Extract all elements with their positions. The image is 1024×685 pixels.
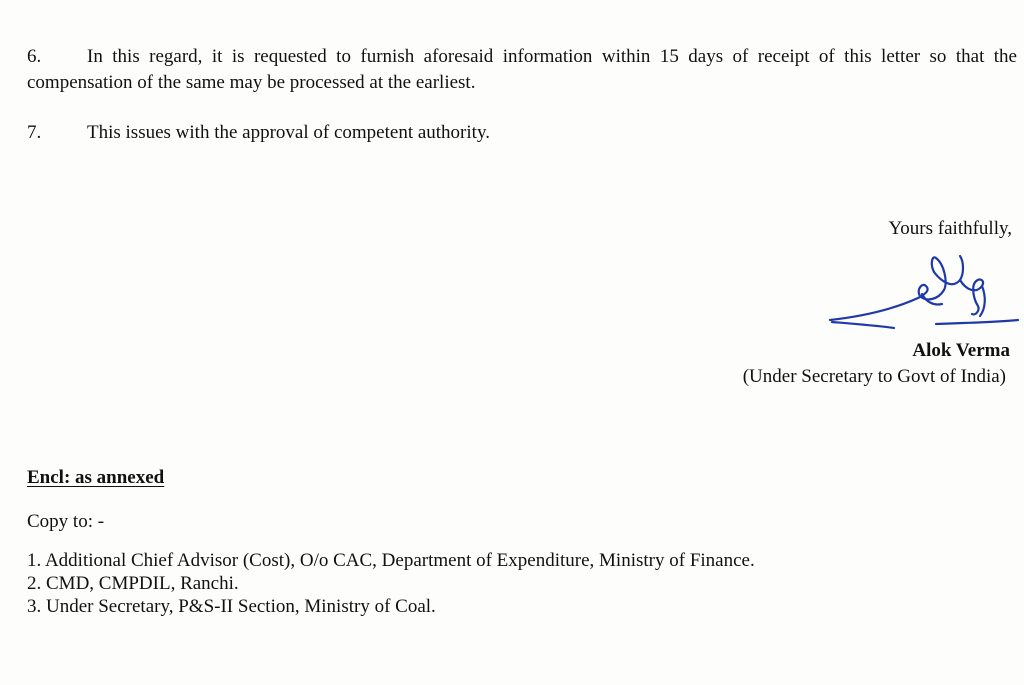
paragraph-text: In this regard, it is requested to furnish aforesaid information within 15 days of receipt of this letter so that the compensation of the same may be processed at the earliest.: [27, 46, 1017, 93]
list-item: 3. Under Secretary, P&S-II Section, Ministry of Coal.: [27, 596, 436, 617]
handwritten-signature: [826, 250, 1022, 334]
paragraph-7: [27, 120, 490, 146]
copy-to-list: [27, 549, 755, 618]
list-item: 1. Additional Chief Advisor (Cost), O/o CAC, Department of Expenditure, Ministry of Finance.: [27, 550, 755, 571]
paragraph-text: This issues with the approval of competent authority.: [87, 122, 490, 143]
signatory-name: Alok Verma: [912, 340, 1010, 361]
closing-salutation: Yours faithfully,: [888, 218, 1012, 239]
enclosure-note: Encl: as annexed: [27, 467, 165, 488]
paragraph-number: 6.: [27, 46, 42, 67]
signatory-title: (Under Secretary to Govt of India): [742, 366, 1006, 387]
list-item: 2. CMD, CMPDIL, Ranchi.: [27, 573, 239, 594]
paragraph-number: 7.: [27, 122, 42, 143]
copy-to-heading: Copy to: -: [27, 511, 105, 532]
paragraph-6: [27, 44, 1017, 96]
